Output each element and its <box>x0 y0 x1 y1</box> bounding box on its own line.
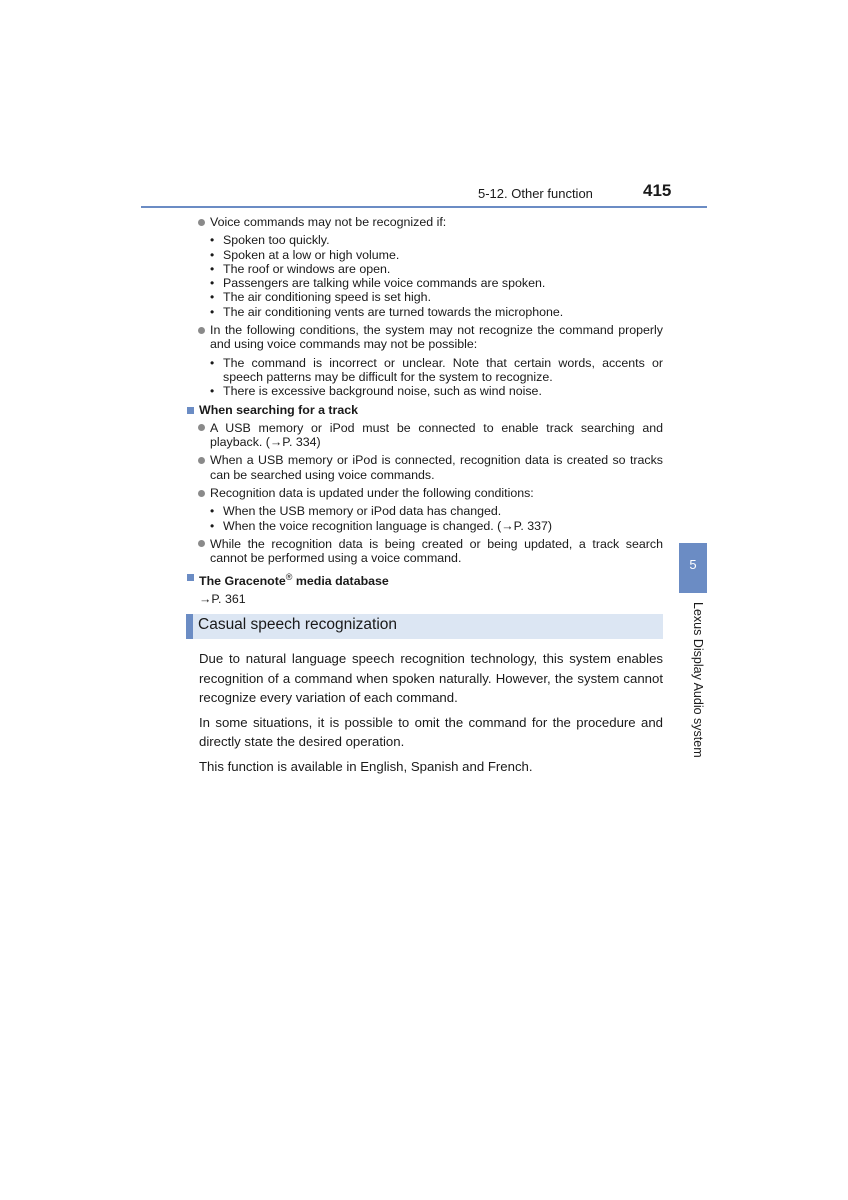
list-item <box>186 262 663 276</box>
middot-icon: • <box>210 247 215 262</box>
list-item-text: Passengers are talking while voice commands are spoken. <box>223 276 546 291</box>
square-marker-icon <box>187 574 194 581</box>
middot-icon: • <box>210 304 215 319</box>
list-item <box>186 305 663 319</box>
paragraph: This function is available in English, Spanish and French. <box>199 758 533 774</box>
middot-icon: • <box>210 504 215 519</box>
header-divider <box>141 206 707 208</box>
list-item-text: Spoken too quickly. <box>223 233 330 248</box>
bullet-following-conditions <box>186 323 663 352</box>
sub-list <box>186 233 663 319</box>
list-item-text: There is excessive background noise, such as wind noise. <box>223 384 542 399</box>
middot-icon: • <box>210 290 215 305</box>
middot-icon: • <box>210 384 215 399</box>
bullet-dot-icon <box>198 219 205 226</box>
subheading-text: When searching for a track <box>199 402 359 417</box>
list-item <box>186 519 663 533</box>
sub-list <box>186 356 663 399</box>
list-item <box>186 233 663 247</box>
square-marker-icon <box>187 407 194 414</box>
paragraph: Due to natural language speech recognition technology, this system enables recognition of a command when spoken naturally. However, the system cannot recognize every variation of each command. <box>199 651 663 706</box>
page-reference: →P. 361 <box>199 591 246 606</box>
chapter-title: Lexus Display Audio system <box>691 602 705 758</box>
bullet-dot-icon <box>198 457 205 464</box>
middot-icon: • <box>210 261 215 276</box>
list-item-text: The air conditioning speed is set high. <box>223 290 432 305</box>
section-title: 5-12. Other function <box>478 186 593 201</box>
bullet-recognition-data-created <box>186 453 663 482</box>
subheading-text-post: media database <box>292 573 389 588</box>
bullet-dot-icon <box>198 490 205 497</box>
middot-icon: • <box>210 276 215 291</box>
list-item <box>186 384 663 398</box>
page-number: 415 <box>643 181 672 200</box>
registered-mark: ® <box>285 571 293 582</box>
bullet-dot-icon <box>198 327 205 334</box>
bullet-dot-icon <box>198 540 205 547</box>
bullet-usb-required <box>186 421 663 450</box>
section-heading-band <box>186 614 663 639</box>
subheading-gracenote <box>186 570 663 588</box>
section-heading: Casual speech recognization <box>198 616 398 634</box>
middot-icon: • <box>210 233 215 248</box>
chapter-tab: 5 <box>679 543 707 593</box>
bullet-recognition-data-updated <box>186 486 663 500</box>
bullet-text: Voice commands may not be recognized if: <box>210 215 447 229</box>
middot-icon: • <box>210 518 215 533</box>
bullet-text: While the recognition data is being created or being updated, a track search cannot be performed using a voice command. <box>210 536 663 566</box>
bullet-voice-not-recognized <box>186 215 663 229</box>
list-item-text: The command is incorrect or unclear. Note that certain words, accents or speech patterns may be difficult for the system to recognize. <box>223 355 663 384</box>
list-item-text: Spoken at a low or high volume. <box>223 247 400 262</box>
list-item <box>186 504 663 518</box>
list-item <box>186 276 663 290</box>
middot-icon: • <box>210 355 215 370</box>
bullet-text: When a USB memory or iPod is connected, recognition data is created so tracks can be searched using voice commands. <box>210 453 663 482</box>
subheading-text-pre: The Gracenote <box>199 573 286 588</box>
bullet-dot-icon <box>198 424 205 431</box>
sub-list <box>186 504 663 533</box>
bullet-text: A USB memory or iPod must be connected to enable track searching and playback. (→P. 334) <box>210 420 663 450</box>
list-item <box>186 356 663 385</box>
list-item-text: The air conditioning vents are turned towards the microphone. <box>223 304 564 319</box>
list-item-text: The roof or windows are open. <box>223 261 391 276</box>
list-item-text: When the voice recognition language is changed. (→P. 337) <box>223 518 553 533</box>
bullet-text: In the following conditions, the system may not recognize the command properly and using voice commands may not be possible: <box>210 323 663 352</box>
list-item-text: When the USB memory or iPod data has changed. <box>223 504 502 519</box>
subheading-searching <box>186 403 663 417</box>
bullet-text: Recognition data is updated under the following conditions: <box>210 486 534 501</box>
bullet-track-search-unavailable <box>186 537 663 566</box>
paragraph: In some situations, it is possible to omit the command for the procedure and directly state the desired operation. <box>199 714 663 750</box>
list-item <box>186 290 663 304</box>
list-item <box>186 248 663 262</box>
page-content <box>186 215 663 781</box>
